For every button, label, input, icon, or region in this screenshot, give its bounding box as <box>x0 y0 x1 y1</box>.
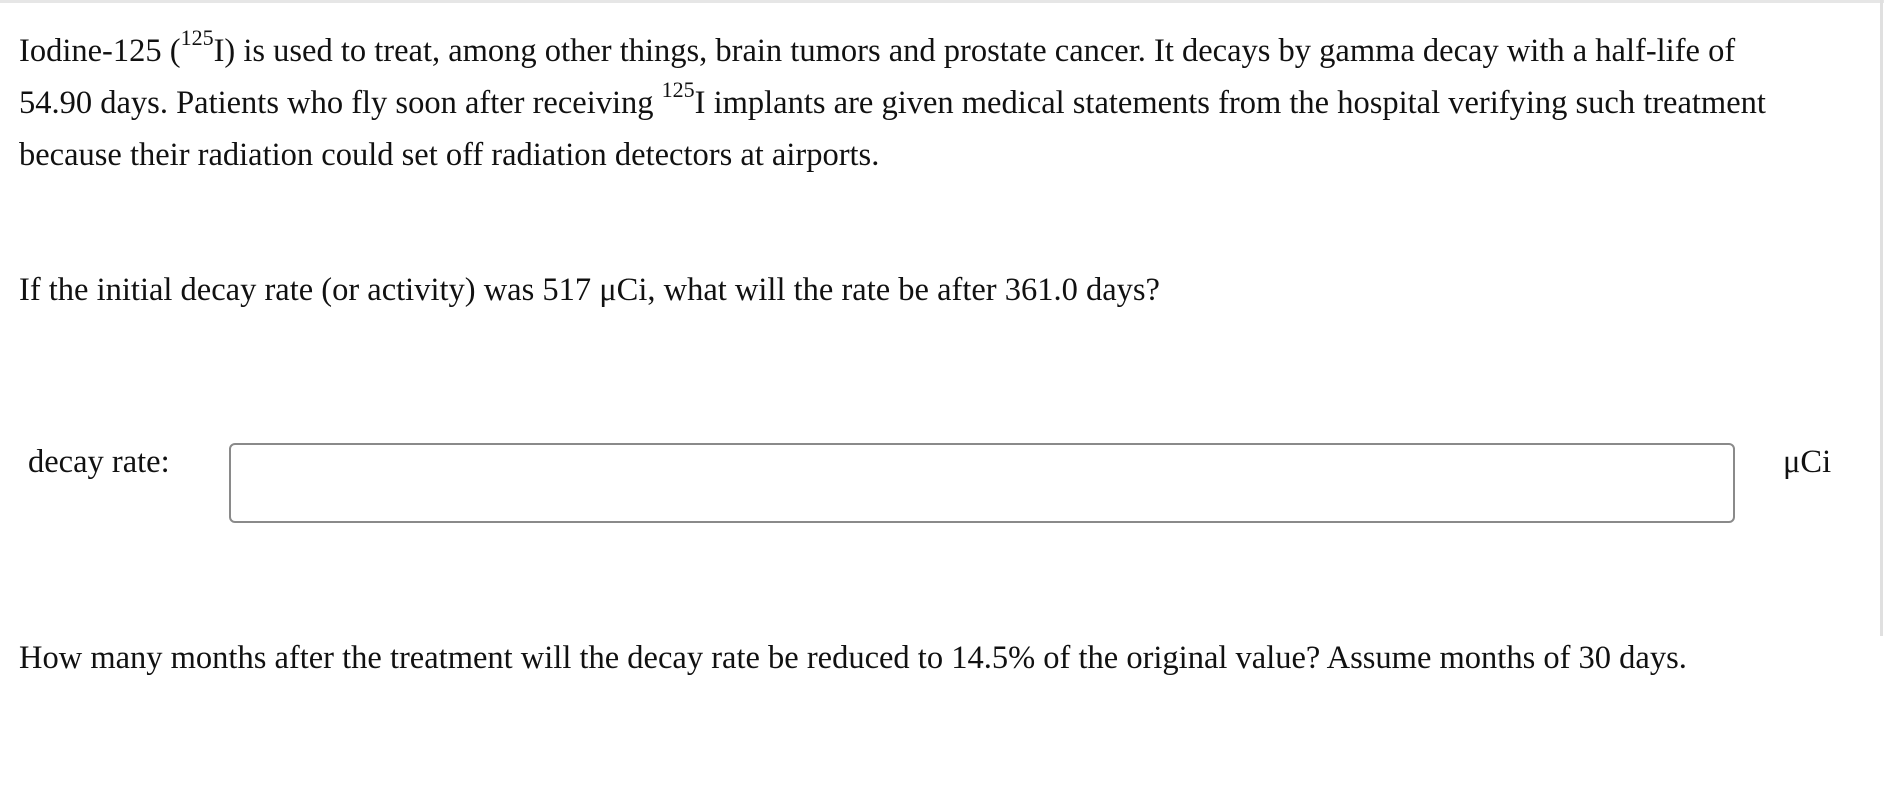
intro-text-1: Iodine-125 ( <box>19 33 181 69</box>
isotope-superscript-1: 125 <box>180 25 214 51</box>
decay-rate-label: decay rate: <box>28 444 170 480</box>
isotope-superscript-2: 125 <box>661 77 695 103</box>
unit-label: μCi <box>1783 444 1832 480</box>
decay-rate-input[interactable] <box>229 443 1735 523</box>
intro-text-2: I) is used to treat, among other things, brain tumors and prostate cancer. It decays by gamma decay with a half-life of 54.90 days. Patients who fly soon after receiving <box>19 33 1736 121</box>
question-1: If the initial decay rate (or activity) was 517 μCi, what will the rate be after 361.0 days? <box>19 272 1160 308</box>
scrollbar-edge <box>1880 0 1883 636</box>
intro-text-3: I implants are given medical statements from the hospital verifying such treatment because their radiation could set off radiation detectors at airports. <box>19 85 1766 173</box>
problem-intro <box>19 25 1799 181</box>
top-divider <box>0 0 1884 3</box>
question-2: How many months after the treatment will the decay rate be reduced to 14.5% of the original value? Assume months of 30 days. <box>19 640 1687 676</box>
